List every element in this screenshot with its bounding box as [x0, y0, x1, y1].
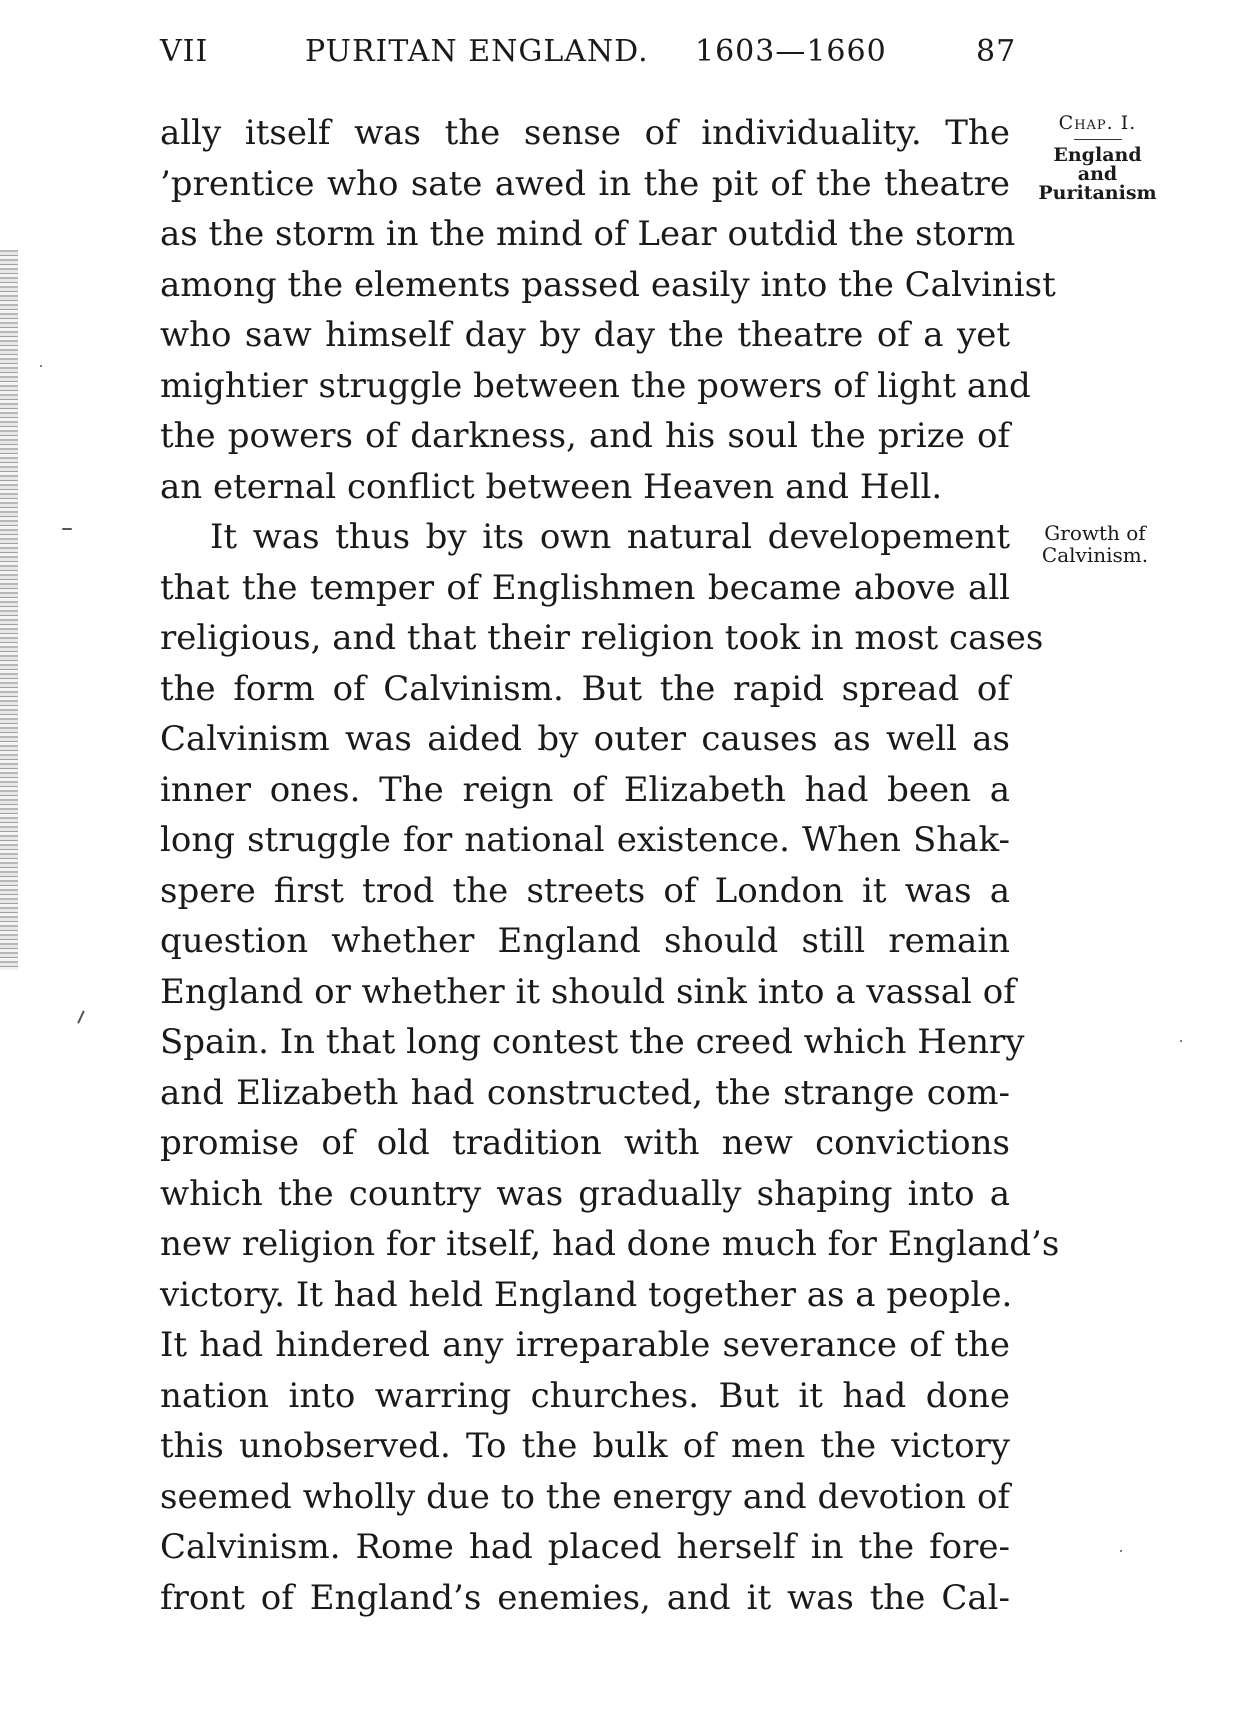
text-line: promise of old tradition with new convictions	[160, 1123, 1010, 1163]
text-line: ally itself was the sense of individuality. The	[160, 113, 1010, 153]
header-title: PURITAN ENGLAND.	[305, 34, 649, 69]
header-years: 1603—1660	[695, 34, 887, 69]
text-line: among the elements passed easily into the Calvinist	[160, 264, 1056, 305]
page-number: 87	[976, 34, 1017, 69]
scan-speck	[77, 1010, 85, 1024]
body-text	[160, 108, 1060, 1623]
text-line: It had hindered any irreparable severance of the	[160, 1325, 1010, 1365]
header-chapter-numeral: VII	[160, 34, 209, 69]
margin-rule	[1074, 139, 1122, 140]
text-line: that the temper of Englishmen became above all	[160, 567, 1010, 608]
text-line: spere first trod the streets of London it was a	[160, 870, 1010, 911]
text-line: which the country was gradually shaping into a	[160, 1173, 1010, 1214]
text-line: nation into warring churches. But it had done	[160, 1375, 1010, 1416]
margin-note-line: Puritanism	[1038, 182, 1157, 204]
margin-note-chapter	[1015, 114, 1180, 203]
scan-speck	[40, 365, 42, 367]
margin-chap-label: Chap. I.	[1058, 112, 1137, 134]
text-line: the form of Calvinism. But the rapid spread of	[160, 668, 1010, 709]
text-line: Calvinism. Rome had placed herself in the fore-	[160, 1527, 1010, 1567]
margin-note-line: Growth of	[1044, 521, 1146, 545]
text-line: ’prentice who sate awed in the pit of the theatre	[160, 163, 1010, 204]
text-line: Calvinism was aided by outer causes as well as	[160, 719, 1010, 759]
text-line: and Elizabeth had constructed, the strange com-	[160, 1072, 1010, 1113]
text-line: inner ones. The reign of Elizabeth had been a	[160, 769, 1010, 810]
margin-note-line: England	[1053, 144, 1142, 166]
text-line: It was thus by its own natural developement	[210, 517, 1010, 557]
text-line: Spain. In that long contest the creed which Henry	[160, 1022, 1025, 1062]
text-line: question whether England should still remain	[160, 921, 1010, 961]
text-line: England or whether it should sink into a vassal of	[160, 971, 1016, 1012]
text-line: religious, and that their religion took in most cases	[160, 618, 1044, 658]
text-line: seemed wholly due to the energy and devotion of	[160, 1476, 1010, 1517]
text-line: long struggle for national existence. When Shak-	[160, 820, 1010, 860]
running-header	[160, 34, 1017, 74]
text-line: this unobserved. To the bulk of men the victory	[160, 1426, 1010, 1466]
scan-speck	[1120, 1550, 1122, 1552]
text-line: as the storm in the mind of Lear outdid the storm	[160, 214, 1016, 254]
text-line: mightier struggle between the powers of light and	[160, 365, 1031, 406]
text-line: an eternal conflict between Heaven and Hell.	[160, 466, 943, 507]
text-line: new religion for itself, had done much for England’s	[160, 1224, 1060, 1264]
margin-note-line: and	[1077, 163, 1118, 185]
text-line: victory. It had held England together as a people.	[160, 1274, 1013, 1315]
scan-speck	[1180, 1040, 1182, 1042]
margin-note-growth	[1020, 522, 1170, 566]
binding-edge-shadow	[0, 250, 18, 970]
scan-speck	[62, 528, 72, 530]
text-line: front of England’s enemies, and it was the Cal-	[160, 1577, 1010, 1618]
margin-note-line: Calvinism.	[1041, 543, 1149, 567]
text-line: who saw himself day by day the theatre of a yet	[160, 315, 1010, 355]
text-line: the powers of darkness, and his soul the prize of	[160, 416, 1010, 456]
